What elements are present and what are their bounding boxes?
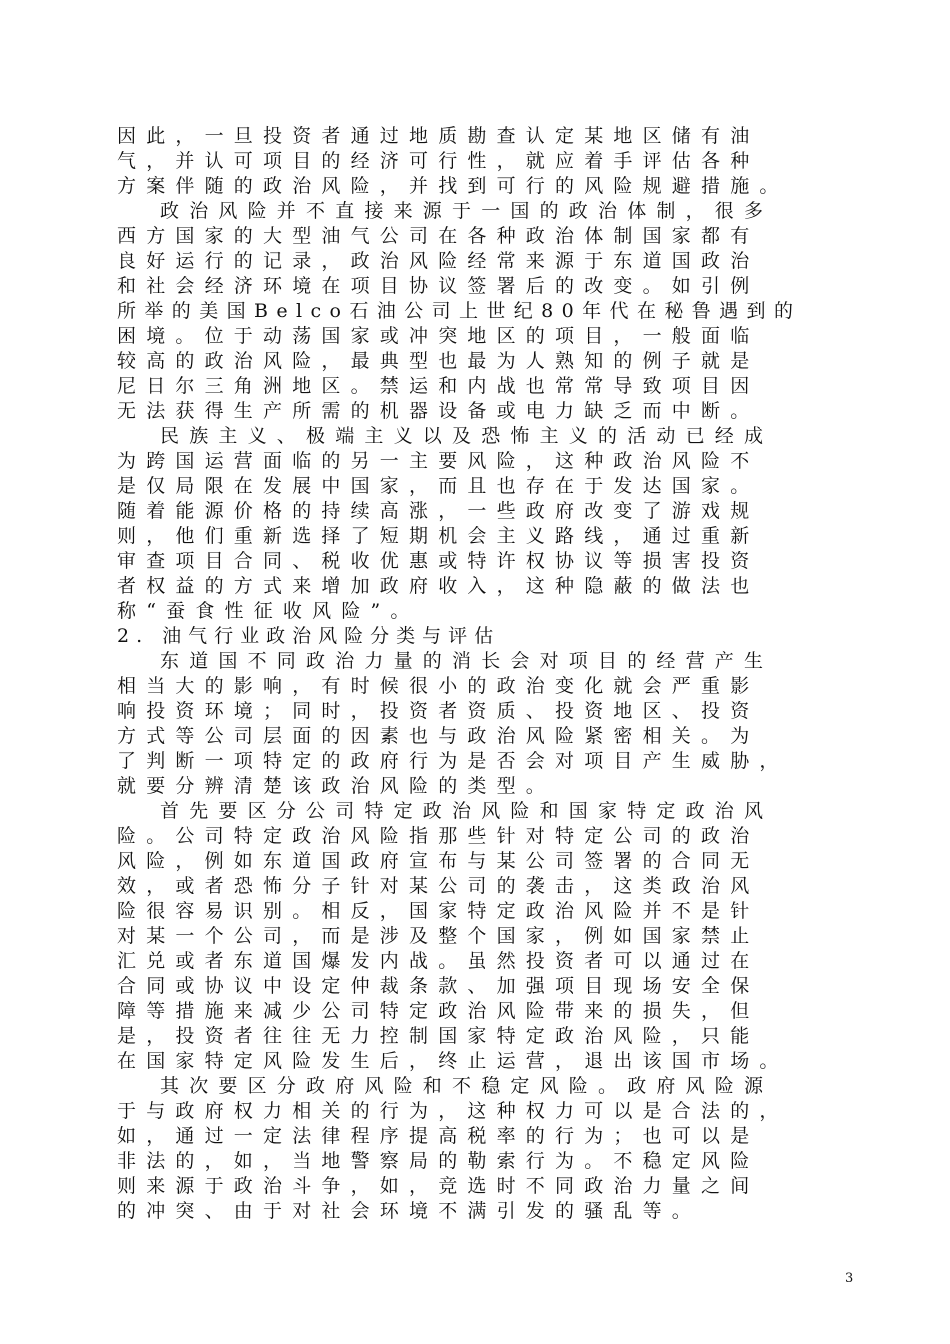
text-line: 障等措施来减少公司特定政治风险带来的损失，但 — [117, 1000, 760, 1022]
text-line: 非法的，如，当地警察局的勒索行为。不稳定风险 — [117, 1150, 760, 1172]
page-number: 3 — [845, 1271, 854, 1286]
text-line: 良好运行的记录，政治风险经常来源于东道国政治 — [117, 250, 760, 272]
text-line: 所举的美国Belco石油公司上世纪80年代在秘鲁遇到的 — [117, 300, 802, 322]
paragraph-start: 其次要区分政府风险和不稳定风险。政府风险源 — [160, 1075, 774, 1097]
text-line: 因此，一旦投资者通过地质勘查认定某地区储有油 — [117, 125, 760, 147]
text-line: 为跨国运营面临的另一主要风险，这种政治风险不 — [117, 450, 760, 472]
text-line: 尼日尔三角洲地区。禁运和内战也常常导致项目因 — [117, 375, 760, 397]
paragraph-start: 民族主义、极端主义以及恐怖主义的活动已经成 — [160, 425, 774, 447]
text-line: 西方国家的大型油气公司在各种政治体制国家都有 — [117, 225, 760, 247]
text-line: 是仅局限在发展中国家，而且也存在于发达国家。 — [117, 475, 760, 497]
text-line: 和社会经济环境在项目协议签署后的改变。如引例 — [117, 275, 760, 297]
text-line: 者权益的方式来增加政府收入，这种隐蔽的做法也 — [117, 575, 760, 597]
text-line: 较高的政治风险，最典型也最为人熟知的例子就是 — [117, 350, 760, 372]
text-line: 随着能源价格的持续高涨，一些政府改变了游戏规 — [117, 500, 760, 522]
text-line: 险。公司特定政治风险指那些针对特定公司的政治 — [117, 825, 760, 847]
text-line: 如，通过一定法律程序提高税率的行为；也可以是 — [117, 1125, 760, 1147]
text-line: 效，或者恐怖分子针对某公司的袭击，这类政治风 — [117, 875, 760, 897]
text-line: 相当大的影响，有时候很小的政治变化就会严重影 — [117, 675, 760, 697]
text-line: 对某一个公司，而是涉及整个国家，例如国家禁止 — [117, 925, 760, 947]
text-line: 是，投资者往往无力控制国家特定政治风险，只能 — [117, 1025, 760, 1047]
text-line: 风险，例如东道国政府宣布与某公司签署的合同无 — [117, 850, 760, 872]
paragraph-start: 首先要区分公司特定政治风险和国家特定政治风 — [160, 800, 774, 822]
text-line: 在国家特定风险发生后，终止运营，退出该国市场。 — [117, 1050, 789, 1072]
text-line: 审查项目合同、税收优惠或特许权协议等损害投资 — [117, 550, 760, 572]
text-line: 气，并认可项目的经济可行性，就应着手评估各种 — [117, 150, 760, 172]
text-line: 方式等公司层面的因素也与政治风险紧密相关。为 — [117, 725, 760, 747]
text-line: 汇兑或者东道国爆发内战。虽然投资者可以通过在 — [117, 950, 760, 972]
paragraph-start: 政治风险并不直接来源于一国的政治体制，很多 — [160, 200, 774, 222]
text-line: 则，他们重新选择了短期机会主义路线，通过重新 — [117, 525, 760, 547]
text-line: 困境。位于动荡国家或冲突地区的项目，一般面临 — [117, 325, 760, 347]
text-line: 则来源于政治斗争，如，竞选时不同政治力量之间 — [117, 1175, 760, 1197]
text-line: 就要分辨清楚该政治风险的类型。 — [117, 775, 556, 797]
section-heading: 2. 油气行业政治风险分类与评估 — [117, 625, 501, 647]
body-text — [117, 124, 847, 1224]
paragraph-start: 东道国不同政治力量的消长会对项目的经营产生 — [160, 650, 774, 672]
text-line: 的冲突、由于对社会环境不满引发的骚乱等。 — [117, 1200, 702, 1222]
text-line: 响投资环境；同时，投资者资质、投资地区、投资 — [117, 700, 760, 722]
text-line: 于与政府权力相关的行为，这种权力可以是合法的， — [117, 1100, 789, 1122]
text-line: 了判断一项特定的政府行为是否会对项目产生威胁， — [117, 750, 789, 772]
text-line: 合同或协议中设定仲裁条款、加强项目现场安全保 — [117, 975, 760, 997]
text-line: 险很容易识别。相反，国家特定政治风险并不是针 — [117, 900, 760, 922]
text-line: 无法获得生产所需的机器设备或电力缺乏而中断。 — [117, 400, 760, 422]
text-line: 方案伴随的政治风险，并找到可行的风险规避措施。 — [117, 175, 789, 197]
text-line: 称“蚕食性征收风险”。 — [117, 600, 420, 622]
